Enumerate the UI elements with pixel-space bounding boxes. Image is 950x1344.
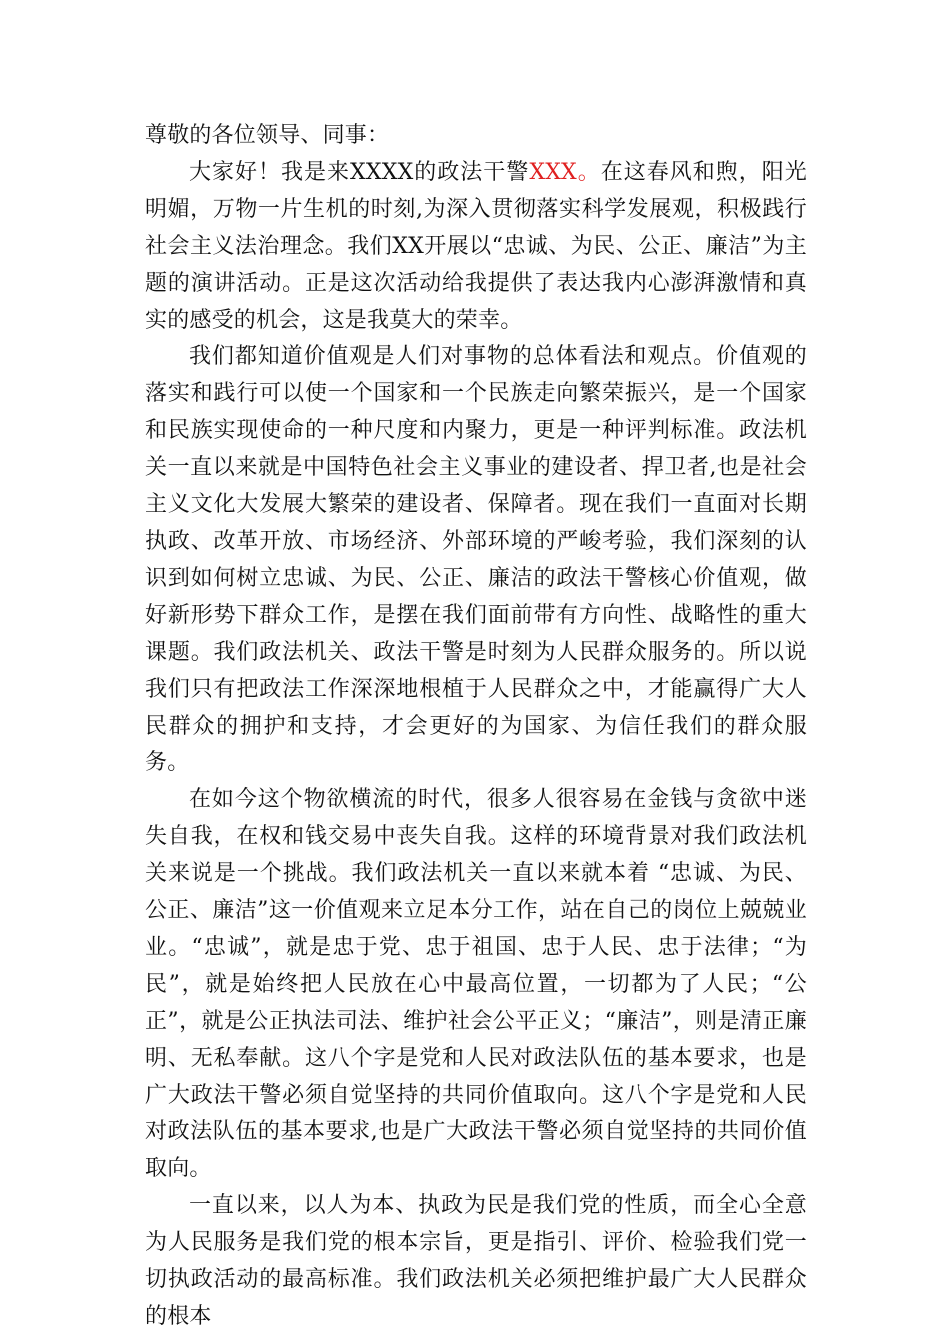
salutation: 尊敬的各位领导、同事： (145, 123, 390, 148)
paragraph-values: 我们都知道价值观是人们对事物的总体看法和观点。价值观的落实和践行可以使一个国家和一个民族走向繁荣振兴，是一个国家和民族实现使命的一种尺度和内聚力，更是一种评判标准。政法机关一直以来就是中国特色社会主义事业的建设者、捍卫者,也是社会主义文化大发展大繁荣的建设者、保障者。现在我们一直面对长期执政、改革开放、市场经济、外部环境的严峻考验，我们深刻的认识到如何树立忠诚、为民、公正、廉洁的政法干警核心价值观，做好新形势下群众工作，是摆在我们面前带有方向性、战略性的重大课题。我们政法机关、政法干警是时刻为人民群众服务的。所以说我们只有把政法工作深深地根植于人民群众之中，才能赢得广大人民群众的拥护和支持，才会更好的为国家、为信任我们的群众服务。 (145, 344, 807, 776)
speech-body (145, 118, 807, 1336)
paragraph-challenge: 在如今这个物欲横流的时代，很多人很容易在金钱与贪欲中迷失自我，在权和钱交易中丧失自我。这样的环境背景对我们政法机关来说是一个挑战。我们政法机关一直以来就本着 “忠诚、为民、公正、廉洁”这一价值观来立足本分工作，站在自己的岗位上兢兢业业。“忠诚”，就是忠于党、忠于祖国、忠于人民、忠于法律；“为民”，就是始终把人民放在心中最高位置，一切都为了人民；“公正”，就是公正执法司法、维护社会公平正义；“廉洁”，则是清正廉明、无私奉献。这八个字是党和人民对政法队伍的基本要求，也是广大政法干警必须自觉坚持的共同价值取向。这八个字是党和人民对政法队伍的基本要求,也是广大政法干警必须自觉坚持的共同价值取向。 (145, 787, 807, 1182)
paragraph-intro (145, 155, 807, 340)
intro-text-after: 在这春风和煦，阳光明媚，万物一片生机的时刻,为深入贯彻落实科学发展观，积极践行社会主义法治理念。我们XX开展以“忠诚、为民、公正、廉洁”为主题的演讲活动。正是这次活动给我提供了表达我内心澎湃激情和真实的感受的机会，这是我莫大的荣幸。 (145, 159, 807, 333)
paragraph-people-first: 一直以来，以人为本、执政为民是我们党的性质，而全心全意为人民服务是我们党的根本宗旨，更是指引、评价、检验我们党一切执政活动的最高标准。我们政法机关必须把维护最广大人民群众的根本 (145, 1193, 807, 1329)
highlighted-name: XXX。 (529, 159, 601, 185)
intro-text-before: 大家好！我是来XXXX的政法干警 (189, 159, 530, 185)
